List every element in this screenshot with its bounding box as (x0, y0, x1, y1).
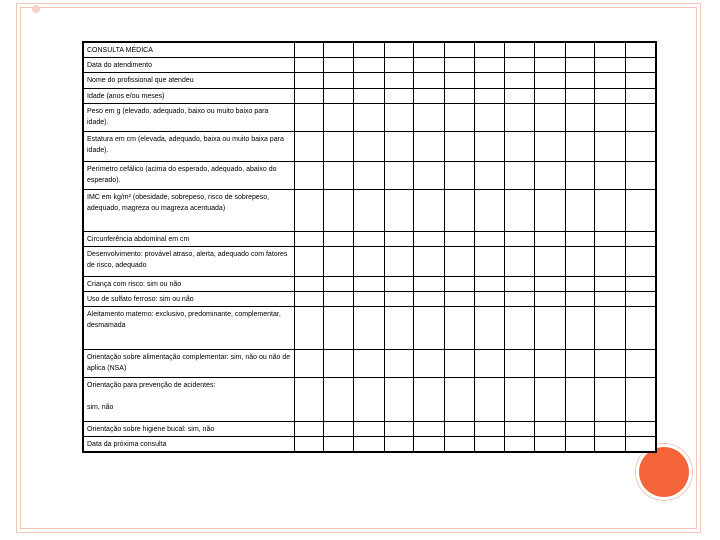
form-entry-cell[interactable] (504, 89, 535, 104)
form-row (83, 350, 656, 378)
form-entry-cell[interactable] (595, 378, 626, 422)
form-entry-cell[interactable] (444, 190, 475, 232)
form-entry-cell[interactable] (354, 350, 385, 378)
decorative-orange-circle (639, 447, 689, 497)
form-entry-cell[interactable] (384, 307, 413, 350)
form-entry-cell[interactable] (595, 58, 626, 73)
form-entry-cell[interactable] (504, 73, 535, 89)
form-entry-cell[interactable] (354, 73, 385, 89)
form-entry-cell[interactable] (444, 162, 475, 190)
form-entry-cell[interactable] (565, 89, 594, 104)
form-entry-cell[interactable] (565, 73, 594, 89)
form-row (83, 89, 656, 104)
form-entry-cell[interactable] (475, 307, 504, 350)
form-entry-cell[interactable] (354, 104, 385, 132)
form-row-label (83, 42, 295, 58)
form-entry-cell[interactable] (295, 73, 323, 89)
form-entry-cell[interactable] (504, 277, 535, 292)
form-entry-cell[interactable] (565, 42, 594, 58)
form-entry-cell[interactable] (475, 89, 504, 104)
form-entry-cell[interactable] (565, 232, 594, 247)
form-entry-cell[interactable] (295, 292, 323, 307)
form-entry-cell[interactable] (595, 89, 626, 104)
form-entry-cell[interactable] (384, 232, 413, 247)
form-entry-cell[interactable] (565, 422, 594, 437)
form-row-label (83, 58, 295, 73)
form-entry-cell[interactable] (595, 422, 626, 437)
form-row-label-text: IMC em kg/m² (obesidade, sobrepeso, risco de sobrepeso, adequado, magreza ou magreza acentuada) (87, 194, 270, 212)
form-entry-cell[interactable] (504, 58, 535, 73)
form-entry-cell[interactable] (535, 307, 566, 350)
form-row (83, 277, 656, 292)
form-row (83, 292, 656, 307)
form-entry-cell[interactable] (414, 104, 445, 132)
form-entry-cell[interactable] (295, 232, 323, 247)
form-entry-cell[interactable] (595, 437, 626, 453)
form-entry-cell[interactable] (354, 42, 385, 58)
form-entry-cell[interactable] (625, 42, 656, 58)
form-entry-cell[interactable] (595, 42, 626, 58)
form-entry-cell[interactable] (384, 104, 413, 132)
form-entry-cell[interactable] (565, 378, 594, 422)
form-entry-cell[interactable] (414, 307, 445, 350)
form-entry-cell[interactable] (414, 42, 445, 58)
form-entry-cell[interactable] (323, 73, 354, 89)
form-entry-cell[interactable] (414, 73, 445, 89)
form-entry-cell[interactable] (625, 307, 656, 350)
form-entry-cell[interactable] (625, 132, 656, 162)
form-entry-cell[interactable] (625, 437, 656, 453)
form-entry-cell[interactable] (535, 132, 566, 162)
form-entry-cell[interactable] (384, 350, 413, 378)
form-row-label-text: Orientação sobre alimentação complementar: sim, não ou não de aplica (NSA) (87, 354, 291, 372)
decorative-dot (32, 5, 40, 13)
form-entry-cell[interactable] (475, 58, 504, 73)
form-entry-cell[interactable] (475, 292, 504, 307)
form-entry-cell[interactable] (444, 378, 475, 422)
form-entry-cell[interactable] (384, 89, 413, 104)
form-entry-cell[interactable] (504, 350, 535, 378)
form-row-label (83, 437, 295, 453)
form-entry-cell[interactable] (475, 437, 504, 453)
form-entry-cell[interactable] (625, 247, 656, 277)
form-entry-cell[interactable] (535, 89, 566, 104)
form-row-label (83, 350, 295, 378)
form-entry-cell[interactable] (444, 58, 475, 73)
form-entry-cell[interactable] (475, 350, 504, 378)
form-row-label-text: Data da próxima consulta (87, 441, 167, 448)
form-row-label-text: Nome do profissional que atendeu (87, 77, 194, 84)
form-entry-cell[interactable] (323, 42, 354, 58)
form-entry-cell[interactable] (625, 162, 656, 190)
form-entry-cell[interactable] (414, 247, 445, 277)
form-entry-cell[interactable] (625, 73, 656, 89)
form-entry-cell[interactable] (323, 437, 354, 453)
form-row-label (83, 422, 295, 437)
form-entry-cell[interactable] (444, 42, 475, 58)
form-row-label (83, 190, 295, 232)
form-entry-cell[interactable] (595, 73, 626, 89)
form-row (83, 232, 656, 247)
form-entry-cell[interactable] (595, 190, 626, 232)
form-row-label (83, 232, 295, 247)
form-entry-cell[interactable] (384, 437, 413, 453)
form-entry-cell[interactable] (565, 350, 594, 378)
form-entry-cell[interactable] (504, 162, 535, 190)
form-entry-cell[interactable] (295, 350, 323, 378)
form-entry-cell[interactable] (595, 162, 626, 190)
form-row-label (83, 73, 295, 89)
form-entry-cell[interactable] (565, 162, 594, 190)
form-row-label (83, 132, 295, 162)
form-entry-cell[interactable] (295, 422, 323, 437)
form-entry-cell[interactable] (565, 277, 594, 292)
form-entry-cell[interactable] (444, 132, 475, 162)
form-entry-cell[interactable] (444, 292, 475, 307)
form-entry-cell[interactable] (444, 247, 475, 277)
form-row-label (83, 162, 295, 190)
form-row (83, 190, 656, 232)
form-entry-cell[interactable] (625, 292, 656, 307)
form-entry-cell[interactable] (354, 132, 385, 162)
form-entry-cell[interactable] (595, 132, 626, 162)
form-entry-cell[interactable] (323, 89, 354, 104)
form-entry-cell[interactable] (565, 104, 594, 132)
form-entry-cell[interactable] (595, 350, 626, 378)
form-entry-cell[interactable] (595, 232, 626, 247)
form-entry-cell[interactable] (354, 277, 385, 292)
form-entry-cell[interactable] (414, 58, 445, 73)
form-entry-cell[interactable] (354, 232, 385, 247)
form-entry-cell[interactable] (535, 73, 566, 89)
form-entry-cell[interactable] (444, 350, 475, 378)
form-entry-cell[interactable] (475, 162, 504, 190)
form-entry-cell[interactable] (295, 378, 323, 422)
form-entry-cell[interactable] (323, 378, 354, 422)
form-entry-cell[interactable] (504, 292, 535, 307)
form-entry-cell[interactable] (475, 378, 504, 422)
form-entry-cell[interactable] (295, 42, 323, 58)
form-entry-cell[interactable] (354, 247, 385, 277)
form-row (83, 307, 656, 350)
form-entry-cell[interactable] (504, 422, 535, 437)
form-entry-cell[interactable] (384, 73, 413, 89)
form-entry-cell[interactable] (354, 307, 385, 350)
form-entry-cell[interactable] (323, 232, 354, 247)
form-entry-cell[interactable] (323, 162, 354, 190)
form-entry-cell[interactable] (384, 292, 413, 307)
form-entry-cell[interactable] (625, 350, 656, 378)
form-entry-cell[interactable] (295, 58, 323, 73)
form-entry-cell[interactable] (475, 132, 504, 162)
form-entry-cell[interactable] (323, 422, 354, 437)
form-row-label-text: Desenvolvimento: provável atraso, alerta, adequado com fatores de risco, adequado (87, 251, 288, 269)
form-row (83, 437, 656, 453)
form-entry-cell[interactable] (354, 378, 385, 422)
form-row-label-text: Perímetro cefálico (acima do esperado, adequado, abaixo do esperado). (87, 166, 277, 184)
form-entry-cell[interactable] (414, 437, 445, 453)
form-row-label-text: Aleitamento materno: exclusivo, predominante, complementar, desmamada (87, 311, 281, 329)
form-entry-cell[interactable] (414, 132, 445, 162)
form-row (83, 42, 656, 58)
form-entry-cell[interactable] (475, 73, 504, 89)
form-entry-cell[interactable] (323, 190, 354, 232)
form-entry-cell[interactable] (535, 162, 566, 190)
form-entry-cell[interactable] (625, 422, 656, 437)
form-row-label-text: Orientação para prevenção de acidentes: (87, 382, 216, 389)
form-entry-cell[interactable] (354, 437, 385, 453)
form-entry-cell[interactable] (565, 437, 594, 453)
form-entry-cell[interactable] (354, 292, 385, 307)
form-row (83, 58, 656, 73)
form-entry-cell[interactable] (535, 232, 566, 247)
form-entry-cell[interactable] (323, 292, 354, 307)
form-entry-cell[interactable] (414, 162, 445, 190)
form-entry-cell[interactable] (414, 89, 445, 104)
form-entry-cell[interactable] (535, 422, 566, 437)
form-entry-cell[interactable] (504, 132, 535, 162)
form-row-label-text: Orientação sobre higiene bucal: sim, não (87, 426, 215, 433)
form-entry-cell[interactable] (323, 307, 354, 350)
form-entry-cell[interactable] (354, 89, 385, 104)
form-entry-cell[interactable] (354, 162, 385, 190)
form-entry-cell[interactable] (354, 422, 385, 437)
form-row-label (83, 89, 295, 104)
form-entry-cell[interactable] (444, 422, 475, 437)
form-entry-cell[interactable] (295, 437, 323, 453)
form-entry-cell[interactable] (625, 378, 656, 422)
form-row-label-text: Circunferência abdominal em cm (87, 236, 190, 243)
form-entry-cell[interactable] (625, 104, 656, 132)
form-entry-cell[interactable] (384, 422, 413, 437)
form-entry-cell[interactable] (295, 132, 323, 162)
form-entry-cell[interactable] (565, 58, 594, 73)
form-entry-cell[interactable] (323, 132, 354, 162)
form-entry-cell[interactable] (414, 292, 445, 307)
form-entry-cell[interactable] (565, 247, 594, 277)
form-entry-cell[interactable] (323, 350, 354, 378)
form-entry-cell[interactable] (384, 378, 413, 422)
form-entry-cell[interactable] (565, 292, 594, 307)
form-entry-cell[interactable] (504, 42, 535, 58)
form-row-label (83, 247, 295, 277)
form-row-label (83, 378, 295, 422)
form-entry-cell[interactable] (565, 132, 594, 162)
form-entry-cell[interactable] (504, 437, 535, 453)
form-row-label-text: Criança com risco: sim ou não (87, 281, 182, 288)
form-row-label (83, 292, 295, 307)
form-row (83, 162, 656, 190)
form-entry-cell[interactable] (625, 190, 656, 232)
form-entry-cell[interactable] (504, 190, 535, 232)
form-row-label (83, 104, 295, 132)
form-row (83, 422, 656, 437)
form-entry-cell[interactable] (504, 307, 535, 350)
form-row-label-text: Peso em g (elevado, adequado, baixo ou muito baixo para idade). (87, 108, 269, 126)
form-entry-cell[interactable] (295, 89, 323, 104)
form-entry-cell[interactable] (384, 247, 413, 277)
form-entry-cell[interactable] (295, 190, 323, 232)
form-entry-cell[interactable] (595, 247, 626, 277)
form-entry-cell[interactable] (323, 277, 354, 292)
form-row-label (83, 277, 295, 292)
consultation-form-table (82, 41, 657, 453)
form-entry-cell[interactable] (295, 247, 323, 277)
form-entry-cell[interactable] (595, 277, 626, 292)
form-row-label-text: CONSULTA MÉDICA (87, 47, 153, 54)
form-entry-cell[interactable] (535, 58, 566, 73)
form-entry-cell[interactable] (295, 162, 323, 190)
form-entry-cell[interactable] (384, 132, 413, 162)
form-entry-cell[interactable] (414, 378, 445, 422)
form-entry-cell[interactable] (535, 292, 566, 307)
form-entry-cell[interactable] (625, 232, 656, 247)
form-entry-cell[interactable] (535, 277, 566, 292)
form-entry-cell[interactable] (444, 73, 475, 89)
form-entry-cell[interactable] (595, 104, 626, 132)
form-entry-cell[interactable] (444, 307, 475, 350)
form-entry-cell[interactable] (295, 277, 323, 292)
form-entry-cell[interactable] (414, 232, 445, 247)
form-entry-cell[interactable] (414, 350, 445, 378)
form-entry-cell[interactable] (444, 104, 475, 132)
form-entry-cell[interactable] (504, 247, 535, 277)
form-entry-cell[interactable] (444, 277, 475, 292)
form-entry-cell[interactable] (535, 42, 566, 58)
form-entry-cell[interactable] (475, 42, 504, 58)
form-row (83, 73, 656, 89)
form-entry-cell[interactable] (504, 232, 535, 247)
form-row-label-text: Estatura em cm (elevada, adequado, baixa ou muito baixa para idade). (87, 136, 284, 154)
form-entry-cell[interactable] (444, 437, 475, 453)
form-entry-cell[interactable] (475, 104, 504, 132)
form-entry-cell[interactable] (414, 190, 445, 232)
form-entry-cell[interactable] (475, 247, 504, 277)
form-entry-cell[interactable] (384, 162, 413, 190)
form-entry-cell[interactable] (475, 190, 504, 232)
form-row-label-options: sim, não (87, 404, 114, 411)
form-entry-cell[interactable] (475, 422, 504, 437)
form-entry-cell[interactable] (475, 232, 504, 247)
form-row-label-text: Uso de sulfato ferroso: sim ou não (87, 296, 194, 303)
form-entry-cell[interactable] (295, 104, 323, 132)
form-entry-cell[interactable] (323, 247, 354, 277)
form-entry-cell[interactable] (535, 190, 566, 232)
form-entry-cell[interactable] (444, 232, 475, 247)
form-entry-cell[interactable] (414, 277, 445, 292)
form-row (83, 104, 656, 132)
form-entry-cell[interactable] (384, 190, 413, 232)
form-entry-cell[interactable] (354, 190, 385, 232)
form-row-label-text: Data do atendimento (87, 62, 152, 69)
form-entry-cell[interactable] (625, 277, 656, 292)
form-row (83, 247, 656, 277)
form-entry-cell[interactable] (565, 307, 594, 350)
form-entry-cell[interactable] (535, 104, 566, 132)
form-row (83, 378, 656, 422)
form-entry-cell[interactable] (595, 292, 626, 307)
form-entry-cell[interactable] (535, 437, 566, 453)
form-entry-cell[interactable] (504, 104, 535, 132)
form-entry-cell[interactable] (323, 104, 354, 132)
form-entry-cell[interactable] (384, 277, 413, 292)
form-entry-cell[interactable] (565, 190, 594, 232)
form-row-label-text: Idade (anos e/ou meses) (87, 93, 165, 100)
form-entry-cell[interactable] (535, 378, 566, 422)
form-entry-cell[interactable] (595, 307, 626, 350)
form-entry-cell[interactable] (535, 350, 566, 378)
form-entry-cell[interactable] (444, 89, 475, 104)
form-entry-cell[interactable] (475, 277, 504, 292)
form-entry-cell[interactable] (625, 58, 656, 73)
form-entry-cell[interactable] (295, 307, 323, 350)
form-entry-cell[interactable] (504, 378, 535, 422)
form-entry-cell[interactable] (535, 247, 566, 277)
form-entry-cell[interactable] (323, 58, 354, 73)
form-entry-cell[interactable] (414, 422, 445, 437)
form-entry-cell[interactable] (354, 58, 385, 73)
form-entry-cell[interactable] (384, 42, 413, 58)
form-row-label (83, 307, 295, 350)
form-entry-cell[interactable] (384, 58, 413, 73)
form-entry-cell[interactable] (625, 89, 656, 104)
form-row (83, 132, 656, 162)
